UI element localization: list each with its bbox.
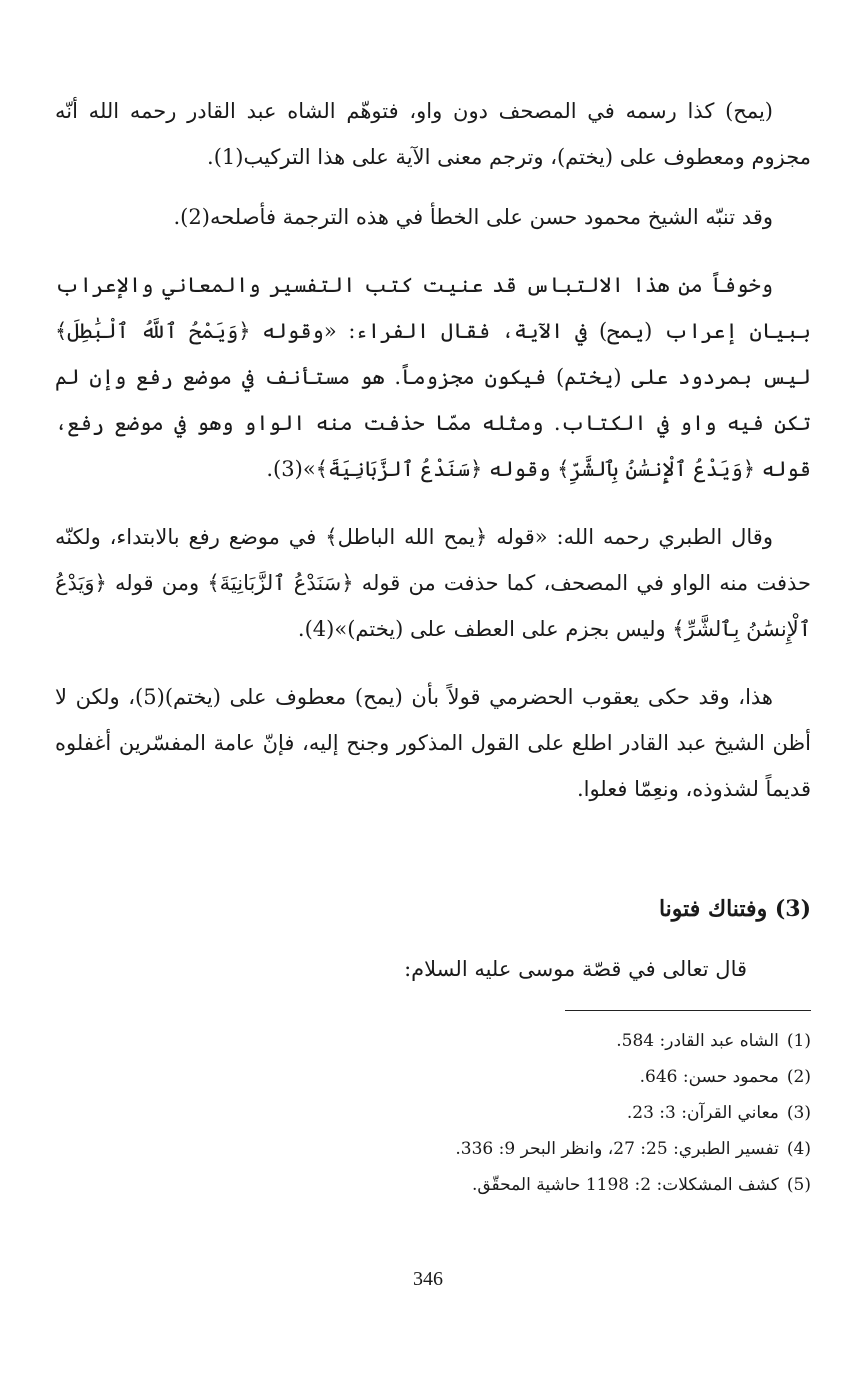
footnote-text: محمود حسن: 646. [639, 1067, 779, 1087]
page-number: 346 [413, 1268, 443, 1290]
footnote-text: تفسير الطبري: 25: 27، وانظر البحر 9: 336. [455, 1139, 779, 1159]
section-intro: قال تعالى في قصّة موسى عليه السلام: [404, 957, 747, 981]
footnote-4 [55, 1131, 811, 1167]
section-heading: (3) وفتناك فتونا [658, 896, 811, 922]
footnote-number: (1) [786, 1031, 811, 1051]
footnote-number: (2) [786, 1067, 811, 1087]
footnote-number: (4) [786, 1139, 811, 1159]
page-body [55, 88, 811, 1203]
footnote-number: (5) [786, 1175, 811, 1195]
footnote-text: معاني القرآن: 3: 23. [626, 1103, 779, 1123]
footnote-divider [565, 1010, 811, 1011]
paragraph-1: (يمح) كذا رسمه في المصحف دون واو، فتوهّم الشاه عبد القادر رحمه الله أنّه مجزوم ومعطوف على (يختم)، وترجم معنى الآية على هذا التركيب(1). [55, 99, 811, 169]
paragraph-5: هذا، وقد حكى يعقوب الحضرمي قولاً بأن (يمح) معطوف على (يختم)(5)، ولكن لا أظن الشيخ عبد القادر اطلع على القول المذكور وجنح إليه، فإنّ عامة المفسّرين أغفلوه قديماً لشذوذه، ونعِمّا فعلوا. [55, 685, 811, 801]
footnote-3 [55, 1095, 811, 1131]
footnote-text: الشاه عبد القادر: 584. [616, 1031, 779, 1051]
footnote-2 [55, 1059, 811, 1095]
footnote-5 [55, 1167, 811, 1203]
footnote-number: (3) [786, 1103, 811, 1123]
footnote-1 [55, 1023, 811, 1059]
paragraph-4: وقال الطبري رحمه الله: «قوله ﴿يمح الله الباطل﴾ في موضع رفع بالابتداء، ولكنّه حذفت منه الواو في المصحف، كما حذفت من قوله ﴿سَنَدْعُ ٱلزَّبَانِيَةَ﴾ ومن قوله ﴿وَيَدْعُ ٱلْإِنسَٰنُ بِٱلشَّرِّ﴾ وليس بجزم على العطف على (يختم)»(4). [55, 525, 811, 641]
paragraph-3: وخوفاً من هذا الالتباس قد عنيت كتب التفسير والمعاني والإعراب ببيان إعراب (يمح) في الآية، فقال الفراء: «وقوله ﴿وَيَمْحُ ٱللَّهُ ٱلْبَٰطِلَ﴾ ليس بمردود على (يختم) فيكون مجزوماً. هو مستأنف في موضع رفع وإن لم تكن فيه واو في الكتاب. ومثله ممّا حذفت منه الواو وهو في موضع رفع، قوله ﴿وَيَدْعُ ٱلْإِنسَٰنُ بِٱلشَّرِّ﴾ وقوله ﴿سَنَدْعُ ٱلزَّبَانِيَةَ﴾»(3). [55, 273, 811, 481]
footnotes-list [55, 1023, 811, 1203]
footnote-text: كشف المشكلات: 2: 1198 حاشية المحقّق. [471, 1175, 779, 1195]
paragraph-2: وقد تنبّه الشيخ محمود حسن على الخطأ في هذه الترجمة فأصلحه(2). [173, 205, 773, 229]
